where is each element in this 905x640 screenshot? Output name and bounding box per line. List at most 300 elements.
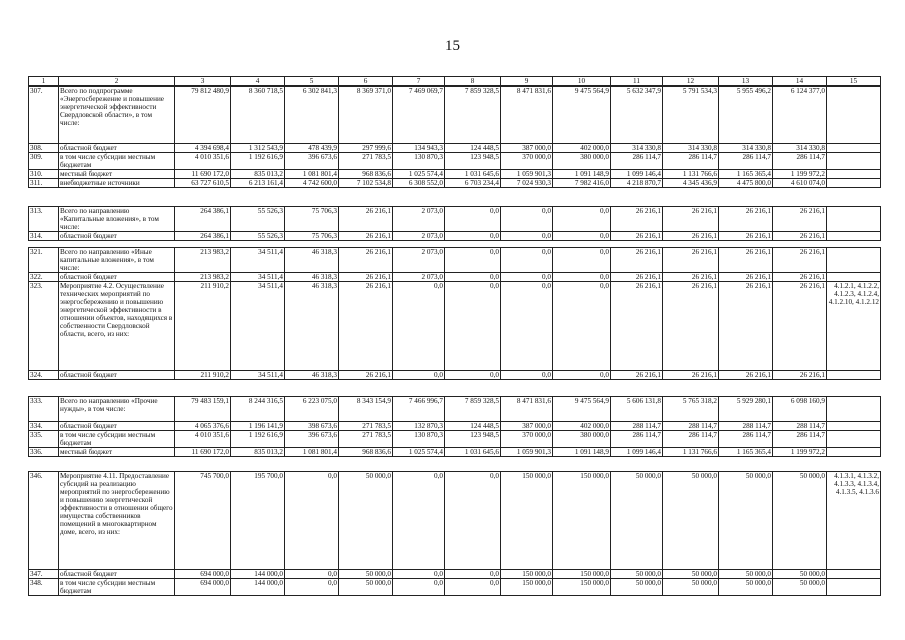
- value-cell: 694 000,0: [175, 570, 231, 579]
- row-label: Всего по подпрограмме «Энергосбережение и повышение энергетической эффективности Свердловской области», в том числе:: [59, 87, 175, 144]
- value-cell: 0,0: [553, 273, 611, 282]
- row-label: Всего по направлению «Иные капитальные вложения», в том числе:: [59, 248, 175, 273]
- column-header: 5: [285, 77, 339, 86]
- value-cell: 271 783,5: [339, 431, 393, 448]
- value-cell: 6 703 234,4: [445, 179, 501, 188]
- table-row: [29, 431, 881, 448]
- value-cell: 55 526,3: [231, 207, 285, 232]
- value-cell: 46 318,3: [285, 282, 339, 371]
- value-cell: 50 000,0: [663, 579, 719, 596]
- value-cell: 50 000,0: [663, 570, 719, 579]
- value-cell: 26 216,1: [719, 248, 773, 273]
- value-cell: 4 010 351,6: [175, 431, 231, 448]
- value-cell: 1 199 972,2: [773, 170, 827, 179]
- value-cell: 0,0: [445, 232, 501, 241]
- row-number: 348.: [29, 579, 59, 596]
- value-cell: 0,0: [553, 371, 611, 380]
- value-cell: 50 000,0: [663, 472, 719, 570]
- value-cell: 0,0: [445, 570, 501, 579]
- value-cell: 1 059 901,3: [501, 448, 553, 457]
- value-cell: 9 475 564,9: [553, 397, 611, 422]
- value-cell: 1 165 365,4: [719, 170, 773, 179]
- value-cell: 144 000,0: [231, 579, 285, 596]
- value-cell: 26 216,1: [773, 207, 827, 232]
- budget-block: [28, 86, 881, 188]
- column-header: 15: [827, 77, 881, 86]
- reference-cell: 4.1.2.1, 4.1.2.2, 4.1.2.3, 4.1.2.4, 4.1.2.10, 4.1.2.12: [827, 282, 881, 371]
- value-cell: 380 000,0: [553, 153, 611, 170]
- value-cell: 694 000,0: [175, 579, 231, 596]
- value-cell: 8 471 831,6: [501, 87, 553, 144]
- value-cell: 8 369 371,0: [339, 87, 393, 144]
- value-cell: 50 000,0: [773, 472, 827, 570]
- row-label: Всего по направлению «Прочие нужды», в том числе:: [59, 397, 175, 422]
- value-cell: 288 114,7: [719, 422, 773, 431]
- page-number: 15: [445, 38, 460, 54]
- value-cell: 0,0: [393, 570, 445, 579]
- table-row: [29, 179, 881, 188]
- row-number: 334.: [29, 422, 59, 431]
- value-cell: 26 216,1: [611, 207, 663, 232]
- row-number: 310.: [29, 170, 59, 179]
- value-cell: 7 024 930,3: [501, 179, 553, 188]
- value-cell: 396 673,6: [285, 431, 339, 448]
- reference-cell: [827, 579, 881, 596]
- value-cell: 286 114,7: [663, 431, 719, 448]
- row-label: в том числе субсидии местным бюджетам: [59, 153, 175, 170]
- value-cell: 26 216,1: [611, 248, 663, 273]
- table-row: [29, 570, 881, 579]
- value-cell: 286 114,7: [773, 431, 827, 448]
- value-cell: 46 318,3: [285, 248, 339, 273]
- value-cell: 5 632 347,9: [611, 87, 663, 144]
- value-cell: 1 312 543,9: [231, 144, 285, 153]
- value-cell: 26 216,1: [773, 282, 827, 371]
- value-cell: 271 783,5: [339, 153, 393, 170]
- reference-cell: [827, 144, 881, 153]
- value-cell: 4 010 351,6: [175, 153, 231, 170]
- value-cell: 835 013,2: [231, 170, 285, 179]
- value-cell: 26 216,1: [339, 207, 393, 232]
- value-cell: 26 216,1: [663, 282, 719, 371]
- value-cell: 0,0: [445, 472, 501, 570]
- reference-cell: [827, 570, 881, 579]
- value-cell: 745 700,0: [175, 472, 231, 570]
- value-cell: 50 000,0: [773, 570, 827, 579]
- value-cell: 380 000,0: [553, 431, 611, 448]
- value-cell: 286 114,7: [773, 153, 827, 170]
- value-cell: 271 783,5: [339, 422, 393, 431]
- value-cell: 0,0: [445, 248, 501, 273]
- value-cell: 2 073,0: [393, 273, 445, 282]
- reference-cell: [827, 273, 881, 282]
- row-label: Мероприятие 4.2. Осуществление технических мероприятий по энергосбережению и повышению энергетической эффективности в отношении объектов, находящихся в собственности Свердловской области, всего, из них:: [59, 282, 175, 371]
- value-cell: 26 216,1: [663, 273, 719, 282]
- reference-cell: [827, 87, 881, 144]
- value-cell: 1 031 645,6: [445, 448, 501, 457]
- column-header: 10: [553, 77, 611, 86]
- column-header: 11: [611, 77, 663, 86]
- value-cell: 0,0: [393, 472, 445, 570]
- row-label: местный бюджет: [59, 170, 175, 179]
- header-row: [29, 77, 881, 86]
- value-cell: 46 318,3: [285, 371, 339, 380]
- value-cell: 75 706,3: [285, 232, 339, 241]
- reference-cell: [827, 179, 881, 188]
- value-cell: 4 218 870,7: [611, 179, 663, 188]
- value-cell: 26 216,1: [773, 371, 827, 380]
- value-cell: 150 000,0: [553, 579, 611, 596]
- value-cell: 0,0: [393, 371, 445, 380]
- table-row: [29, 232, 881, 241]
- value-cell: 26 216,1: [339, 248, 393, 273]
- row-number: 311.: [29, 179, 59, 188]
- value-cell: 8 343 154,9: [339, 397, 393, 422]
- value-cell: 8 471 831,6: [501, 397, 553, 422]
- value-cell: 26 216,1: [773, 273, 827, 282]
- budget-block: [28, 471, 881, 596]
- value-cell: 26 216,1: [663, 371, 719, 380]
- value-cell: 26 216,1: [773, 248, 827, 273]
- value-cell: 26 216,1: [719, 273, 773, 282]
- value-cell: 1 091 148,9: [553, 170, 611, 179]
- value-cell: 0,0: [553, 248, 611, 273]
- value-cell: 6 308 552,0: [393, 179, 445, 188]
- value-cell: 286 114,7: [611, 431, 663, 448]
- value-cell: 150 000,0: [553, 570, 611, 579]
- value-cell: 6 124 377,0: [773, 87, 827, 144]
- column-header: 8: [445, 77, 501, 86]
- value-cell: 288 114,7: [663, 422, 719, 431]
- value-cell: 1 196 141,9: [231, 422, 285, 431]
- value-cell: 478 439,9: [285, 144, 339, 153]
- row-number: 324.: [29, 371, 59, 380]
- row-number: 333.: [29, 397, 59, 422]
- value-cell: 26 216,1: [719, 371, 773, 380]
- reference-cell: [827, 397, 881, 422]
- row-label: областной бюджет: [59, 422, 175, 431]
- value-cell: 50 000,0: [719, 579, 773, 596]
- value-cell: 1 131 766,6: [663, 170, 719, 179]
- row-label: в том числе субсидии местным бюджетам: [59, 431, 175, 448]
- row-label: областной бюджет: [59, 371, 175, 380]
- row-number: 314.: [29, 232, 59, 241]
- row-label: Мероприятие 4.11. Предоставление субсидий на реализацию мероприятий по энергосбережению и повышению энергетической эффективности в отношении общего имущества собственников помещений в многоквартирном доме, всего, из них:: [59, 472, 175, 570]
- row-label: внебюджетные источники: [59, 179, 175, 188]
- reference-cell: [827, 170, 881, 179]
- value-cell: 1 165 365,4: [719, 448, 773, 457]
- table-row: [29, 153, 881, 170]
- value-cell: 144 000,0: [231, 570, 285, 579]
- reference-cell: [827, 448, 881, 457]
- value-cell: 7 102 534,8: [339, 179, 393, 188]
- value-cell: 4 610 074,0: [773, 179, 827, 188]
- value-cell: 211 910,2: [175, 371, 231, 380]
- value-cell: 0,0: [285, 472, 339, 570]
- row-number: 309.: [29, 153, 59, 170]
- value-cell: 26 216,1: [719, 207, 773, 232]
- row-number: 313.: [29, 207, 59, 232]
- column-header: 14: [773, 77, 827, 86]
- value-cell: 134 943,3: [393, 144, 445, 153]
- value-cell: 0,0: [501, 282, 553, 371]
- value-cell: 211 910,2: [175, 282, 231, 371]
- value-cell: 50 000,0: [339, 472, 393, 570]
- value-cell: 0,0: [445, 282, 501, 371]
- table-row: [29, 144, 881, 153]
- value-cell: 2 073,0: [393, 248, 445, 273]
- value-cell: 26 216,1: [339, 371, 393, 380]
- table-row: [29, 397, 881, 422]
- value-cell: 79 812 480,9: [175, 87, 231, 144]
- value-cell: 2 073,0: [393, 232, 445, 241]
- value-cell: 50 000,0: [611, 579, 663, 596]
- table-row: [29, 448, 881, 457]
- value-cell: 286 114,7: [719, 153, 773, 170]
- value-cell: 26 216,1: [611, 232, 663, 241]
- table-row: [29, 422, 881, 431]
- row-number: 307.: [29, 87, 59, 144]
- table-row: [29, 207, 881, 232]
- value-cell: 50 000,0: [773, 579, 827, 596]
- value-cell: 0,0: [501, 248, 553, 273]
- value-cell: 1 199 972,2: [773, 448, 827, 457]
- row-number: 321.: [29, 248, 59, 273]
- column-header: 7: [393, 77, 445, 86]
- value-cell: 0,0: [501, 273, 553, 282]
- value-cell: 6 302 841,3: [285, 87, 339, 144]
- value-cell: 6 098 160,9: [773, 397, 827, 422]
- value-cell: 0,0: [445, 273, 501, 282]
- column-header: 4: [231, 77, 285, 86]
- value-cell: 150 000,0: [553, 472, 611, 570]
- value-cell: 26 216,1: [339, 273, 393, 282]
- value-cell: 34 511,4: [231, 248, 285, 273]
- value-cell: 34 511,4: [231, 282, 285, 371]
- value-cell: 34 511,4: [231, 371, 285, 380]
- table-row: [29, 248, 881, 273]
- table-row: [29, 472, 881, 570]
- value-cell: 130 870,3: [393, 153, 445, 170]
- value-cell: 1 099 146,4: [611, 448, 663, 457]
- value-cell: 5 955 496,2: [719, 87, 773, 144]
- value-cell: 398 673,6: [285, 422, 339, 431]
- row-label: Всего по направлению «Капитальные вложения», в том числе:: [59, 207, 175, 232]
- value-cell: 26 216,1: [611, 273, 663, 282]
- value-cell: 370 000,0: [501, 153, 553, 170]
- value-cell: 288 114,7: [773, 422, 827, 431]
- value-cell: 26 216,1: [611, 371, 663, 380]
- value-cell: 402 000,0: [553, 144, 611, 153]
- value-cell: 4 394 698,4: [175, 144, 231, 153]
- value-cell: 50 000,0: [719, 472, 773, 570]
- value-cell: 0,0: [553, 207, 611, 232]
- column-header: 2: [59, 77, 175, 86]
- row-number: 322.: [29, 273, 59, 282]
- value-cell: 50 000,0: [339, 570, 393, 579]
- value-cell: 0,0: [393, 282, 445, 371]
- value-cell: 1 192 616,9: [231, 153, 285, 170]
- value-cell: 26 216,1: [719, 232, 773, 241]
- row-number: 335.: [29, 431, 59, 448]
- value-cell: 50 000,0: [719, 570, 773, 579]
- reference-cell: 4.1.3.1, 4.1.3.2, 4.1.3.3, 4.1.3.4, 4.1.3.5, 4.1.3.6: [827, 472, 881, 570]
- row-number: 336.: [29, 448, 59, 457]
- value-cell: 387 000,0: [501, 144, 553, 153]
- value-cell: 124 448,5: [445, 144, 501, 153]
- value-cell: 0,0: [445, 371, 501, 380]
- value-cell: 55 526,3: [231, 232, 285, 241]
- value-cell: 968 836,6: [339, 448, 393, 457]
- value-cell: 11 690 172,0: [175, 170, 231, 179]
- value-cell: 0,0: [501, 232, 553, 241]
- value-cell: 1 025 574,4: [393, 170, 445, 179]
- value-cell: 0,0: [285, 579, 339, 596]
- value-cell: 26 216,1: [663, 248, 719, 273]
- reference-cell: [827, 232, 881, 241]
- row-label: областной бюджет: [59, 273, 175, 282]
- value-cell: 1 059 901,3: [501, 170, 553, 179]
- value-cell: 5 791 534,3: [663, 87, 719, 144]
- value-cell: 63 727 610,5: [175, 179, 231, 188]
- value-cell: 26 216,1: [663, 232, 719, 241]
- value-cell: 0,0: [553, 232, 611, 241]
- table-row: [29, 282, 881, 371]
- value-cell: 124 448,5: [445, 422, 501, 431]
- value-cell: 26 216,1: [611, 282, 663, 371]
- value-cell: 5 929 280,1: [719, 397, 773, 422]
- value-cell: 123 948,5: [445, 153, 501, 170]
- column-header: 13: [719, 77, 773, 86]
- value-cell: 264 386,1: [175, 207, 231, 232]
- reference-cell: [827, 422, 881, 431]
- value-cell: 0,0: [393, 579, 445, 596]
- table-row: [29, 579, 881, 596]
- value-cell: 1 025 574,4: [393, 448, 445, 457]
- value-cell: 50 000,0: [611, 570, 663, 579]
- reference-cell: [827, 371, 881, 380]
- column-header: 3: [175, 77, 231, 86]
- table-row: [29, 170, 881, 179]
- value-cell: 0,0: [285, 570, 339, 579]
- value-cell: 4 065 376,6: [175, 422, 231, 431]
- column-header: 9: [501, 77, 553, 86]
- value-cell: 26 216,1: [773, 232, 827, 241]
- reference-cell: [827, 153, 881, 170]
- value-cell: 835 013,2: [231, 448, 285, 457]
- value-cell: 6 223 075,0: [285, 397, 339, 422]
- value-cell: 50 000,0: [611, 472, 663, 570]
- value-cell: 5 606 131,8: [611, 397, 663, 422]
- value-cell: 314 330,8: [719, 144, 773, 153]
- value-cell: 402 000,0: [553, 422, 611, 431]
- value-cell: 1 099 146,4: [611, 170, 663, 179]
- value-cell: 968 836,6: [339, 170, 393, 179]
- value-cell: 0,0: [501, 207, 553, 232]
- value-cell: 213 983,2: [175, 248, 231, 273]
- row-label: областной бюджет: [59, 144, 175, 153]
- table-row: [29, 371, 881, 380]
- value-cell: 396 673,6: [285, 153, 339, 170]
- row-number: 346.: [29, 472, 59, 570]
- header-table: [28, 76, 881, 86]
- value-cell: 1 081 801,4: [285, 170, 339, 179]
- value-cell: 26 216,1: [339, 232, 393, 241]
- value-cell: 297 999,6: [339, 144, 393, 153]
- value-cell: 213 983,2: [175, 273, 231, 282]
- reference-cell: [827, 431, 881, 448]
- value-cell: 7 466 996,7: [393, 397, 445, 422]
- value-cell: 7 982 416,0: [553, 179, 611, 188]
- value-cell: 264 386,1: [175, 232, 231, 241]
- column-header: 1: [29, 77, 59, 86]
- value-cell: 46 318,3: [285, 273, 339, 282]
- budget-block: [28, 247, 881, 380]
- reference-cell: [827, 248, 881, 273]
- table-row: [29, 273, 881, 282]
- value-cell: 26 216,1: [339, 282, 393, 371]
- value-cell: 286 114,7: [719, 431, 773, 448]
- value-cell: 195 700,0: [231, 472, 285, 570]
- column-header: 6: [339, 77, 393, 86]
- value-cell: 0,0: [445, 579, 501, 596]
- budget-block: [28, 396, 881, 457]
- value-cell: 6 213 161,4: [231, 179, 285, 188]
- value-cell: 26 216,1: [663, 207, 719, 232]
- value-cell: 4 742 600,0: [285, 179, 339, 188]
- row-number: 347.: [29, 570, 59, 579]
- reference-cell: [827, 207, 881, 232]
- value-cell: 34 511,4: [231, 273, 285, 282]
- value-cell: 288 114,7: [611, 422, 663, 431]
- value-cell: 314 330,8: [611, 144, 663, 153]
- value-cell: 314 330,8: [663, 144, 719, 153]
- row-label: в том числе субсидии местным бюджетам: [59, 579, 175, 596]
- column-header: 12: [663, 77, 719, 86]
- value-cell: 9 475 564,9: [553, 87, 611, 144]
- value-cell: 79 483 159,1: [175, 397, 231, 422]
- value-cell: 75 706,3: [285, 207, 339, 232]
- value-cell: 4 475 800,0: [719, 179, 773, 188]
- value-cell: 286 114,7: [611, 153, 663, 170]
- value-cell: 11 690 172,0: [175, 448, 231, 457]
- value-cell: 5 765 318,2: [663, 397, 719, 422]
- value-cell: 1 081 801,4: [285, 448, 339, 457]
- value-cell: 1 131 766,6: [663, 448, 719, 457]
- value-cell: 7 469 069,7: [393, 87, 445, 144]
- row-label: областной бюджет: [59, 232, 175, 241]
- value-cell: 26 216,1: [719, 282, 773, 371]
- value-cell: 1 192 616,9: [231, 431, 285, 448]
- value-cell: 0,0: [445, 207, 501, 232]
- value-cell: 0,0: [501, 371, 553, 380]
- value-cell: 1 091 148,9: [553, 448, 611, 457]
- value-cell: 130 870,3: [393, 431, 445, 448]
- value-cell: 132 870,3: [393, 422, 445, 431]
- value-cell: 150 000,0: [501, 570, 553, 579]
- value-cell: 0,0: [553, 282, 611, 371]
- value-cell: 123 948,5: [445, 431, 501, 448]
- value-cell: 150 000,0: [501, 579, 553, 596]
- row-number: 308.: [29, 144, 59, 153]
- value-cell: 150 000,0: [501, 472, 553, 570]
- row-label: местный бюджет: [59, 448, 175, 457]
- value-cell: 50 000,0: [339, 579, 393, 596]
- value-cell: 8 360 718,5: [231, 87, 285, 144]
- value-cell: 286 114,7: [663, 153, 719, 170]
- value-cell: 7 859 328,5: [445, 397, 501, 422]
- budget-block: [28, 206, 881, 241]
